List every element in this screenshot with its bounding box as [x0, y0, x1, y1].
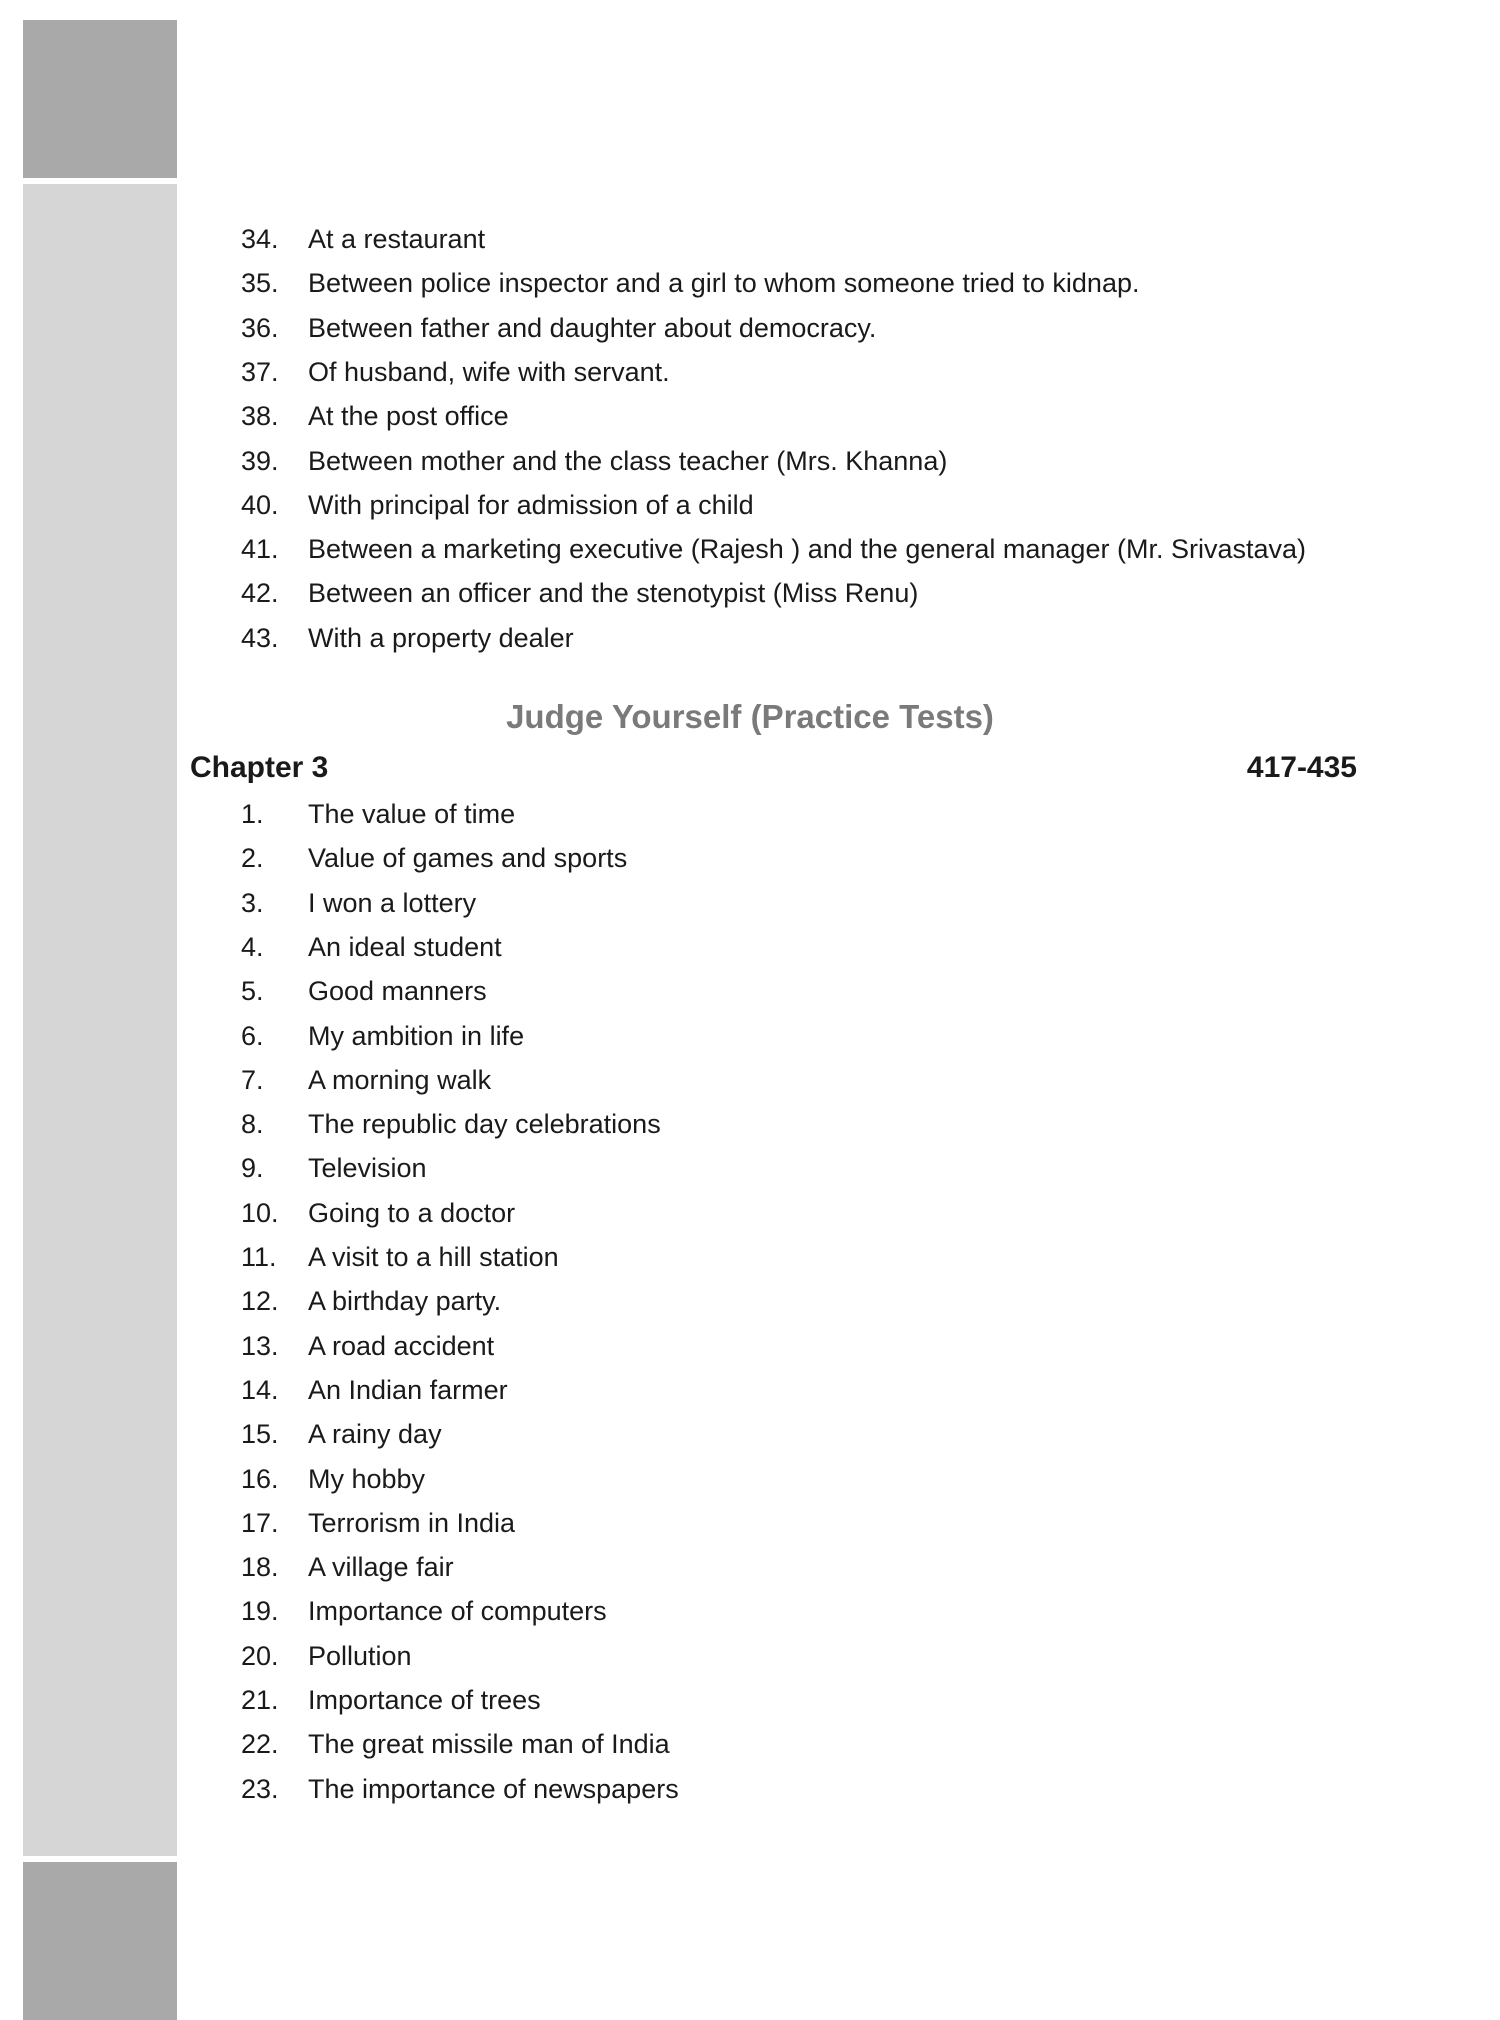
list-item-text: An Indian farmer — [308, 1374, 508, 1405]
list-item-text: Good manners — [308, 976, 487, 1007]
list-item-text: Of husband, wife with servant. — [308, 356, 670, 387]
list-item-number: 17. — [241, 1507, 279, 1538]
list-item-number: 16. — [241, 1463, 279, 1494]
list-item-number: 37. — [241, 356, 279, 387]
list-item-number: 14. — [241, 1374, 279, 1405]
list-item-number: 41. — [241, 534, 279, 565]
list-item-text: A village fair — [308, 1552, 454, 1583]
margin-bar-bottom — [23, 1862, 177, 2020]
list-item-text: With a property dealer — [308, 622, 574, 653]
list-item-number: 8. — [241, 1109, 264, 1140]
list-item-number: 11. — [241, 1242, 277, 1272]
list-item-text: Between father and daughter about democracy. — [308, 312, 877, 343]
list-item-text: Between an officer and the stenotypist (Miss Renu) — [308, 578, 919, 609]
list-item-text: A visit to a hill station — [308, 1242, 559, 1272]
list-item-number: 19. — [241, 1596, 279, 1627]
list-item-text: Value of games and sports — [308, 843, 628, 874]
list-item-text: A rainy day — [308, 1419, 442, 1450]
list-item-number: 39. — [241, 445, 279, 476]
list-item-number: 34. — [241, 224, 279, 254]
list-item-text: A birthday party. — [308, 1286, 502, 1317]
list-item-text: An ideal student — [308, 931, 502, 962]
list-item-number: 35. — [241, 268, 279, 299]
list-item-text: Between a marketing executive (Rajesh ) and the general manager (Mr. Srivastava) — [308, 534, 1306, 565]
list-item-text: The republic day celebrations — [308, 1109, 661, 1140]
list-item-text: With principal for admission of a child — [308, 489, 754, 520]
list-item-number: 22. — [241, 1729, 279, 1760]
list-item-number: 9. — [241, 1153, 264, 1184]
list-item-number: 7. — [241, 1064, 264, 1095]
list-item-number: 4. — [241, 931, 264, 962]
list-item-number: 10. — [241, 1197, 279, 1228]
list-item-number: 18. — [241, 1552, 279, 1583]
list-item-text: Between police inspector and a girl to whom someone tried to kidnap. — [308, 268, 1140, 299]
list-item-text: My hobby — [308, 1463, 426, 1494]
list-item-number: 12. — [241, 1286, 279, 1317]
chapter-page-range: 417-435 — [1246, 751, 1357, 784]
list-item-text: The great missile man of India — [308, 1729, 670, 1760]
list-item-text: A morning walk — [308, 1064, 492, 1095]
list-item-number: 38. — [241, 401, 279, 432]
list-item-number: 43. — [241, 622, 279, 653]
list-item-text: Between mother and the class teacher (Mrs. Khanna) — [308, 445, 948, 476]
section-heading: Judge Yourself (Practice Tests) — [506, 698, 994, 735]
list-item-text: Importance of trees — [308, 1685, 541, 1715]
list-item-text: I won a lottery — [308, 887, 477, 918]
list-item-text: Pollution — [308, 1640, 412, 1671]
list-item-number: 13. — [241, 1330, 279, 1361]
list-item-number: 5. — [241, 976, 264, 1007]
list-item-number: 40. — [241, 489, 279, 520]
list-item-number: 23. — [241, 1773, 279, 1804]
list-item-text: Television — [308, 1153, 427, 1184]
list-item-number: 1. — [241, 799, 264, 829]
list-item-number: 20. — [241, 1640, 279, 1671]
list-item-text: The value of time — [308, 799, 516, 829]
list-item-number: 21. — [241, 1685, 279, 1715]
list-item-text: At the post office — [308, 401, 509, 432]
list-item-number: 42. — [241, 578, 279, 609]
margin-bar-middle — [23, 184, 177, 1856]
list-item-text: Terrorism in India — [308, 1507, 516, 1538]
list-item-number: 6. — [241, 1020, 264, 1051]
margin-bar-top — [23, 20, 177, 178]
list-item-text: The importance of newspapers — [308, 1773, 679, 1804]
list-item-number: 2. — [241, 843, 264, 874]
list-item-number: 3. — [241, 887, 264, 918]
list-item-number: 36. — [241, 312, 279, 343]
list-item-number: 15. — [241, 1419, 279, 1450]
chapter-title: Chapter 3 — [190, 751, 329, 784]
list-item-text: Importance of computers — [308, 1596, 607, 1627]
list-item-text: Going to a doctor — [308, 1197, 516, 1228]
list-item-text: At a restaurant — [308, 224, 486, 254]
list-item-text: My ambition in life — [308, 1020, 525, 1051]
list-item-text: A road accident — [308, 1330, 495, 1361]
